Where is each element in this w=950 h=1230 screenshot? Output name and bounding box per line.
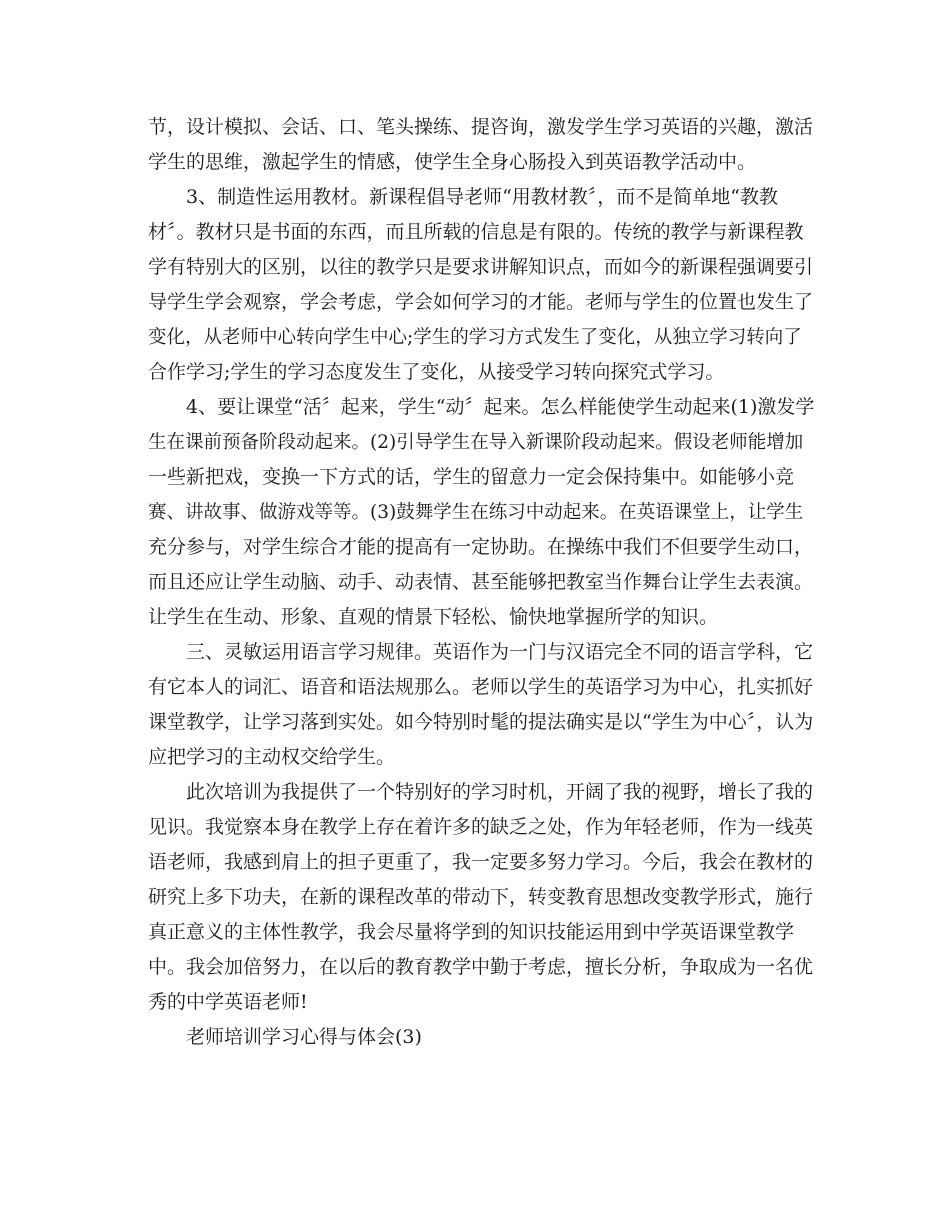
paragraph-line: 语老师，我感到肩上的担子更重了，我一定要多努力学习。今后，我会在教材的 bbox=[148, 851, 814, 873]
paragraph-line: 学生的思维，激起学生的情感，使学生全身心肠投入到英语教学活动中。 bbox=[148, 151, 757, 173]
paragraph-line: 生在课前预备阶段动起来。(2)引导学生在导入新课阶段动起来。假设老师能增加 bbox=[148, 432, 804, 453]
paragraph-line: 此次培训为我提供了一个特别好的学习时机，开阔了我的视野，增长了我的 bbox=[186, 781, 814, 803]
paragraph-line: 赛、讲故事、做游戏等等。(3)鼓舞学生在练习中动起来。在英语课堂上，让学生 bbox=[148, 502, 804, 523]
paragraph-line: 一些新把戏，变换一下方式的话，学生的留意力一定会保持集中。如能够小竞 bbox=[148, 466, 795, 488]
paragraph-line: 而且还应让学生动脑、动手、动表情、甚至能够把教室当作舞台让学生去表演。 bbox=[148, 571, 814, 593]
paragraph-line: 课堂教学，让学习落到实处。如今特别时髦的提法确实是以“学生为中心〞，认为 bbox=[148, 711, 814, 733]
paragraph-line: 导学生学会观察，学会考虑，学会如何学习的才能。老师与学生的位置也发生了 bbox=[148, 291, 814, 313]
paragraph-line: 充分参与，对学生综合才能的提高有一定协助。在操练中我们不但要学生动口， bbox=[148, 536, 814, 558]
paragraph-line: 研究上多下功夫，在新的课程改革的带动下，转变教育思想改变教学形式，施行 bbox=[148, 886, 814, 908]
paragraph-line: 真正意义的主体性教学，我会尽量将学到的知识技能运用到中学英语课堂教学 bbox=[148, 921, 795, 943]
paragraph-line: 4、要让课堂“活〞起来，学生“动〞起来。怎么样能使学生动起来(1)激发学 bbox=[186, 396, 815, 418]
section-heading: 老师培训学习心得与体会(3) bbox=[186, 1026, 422, 1048]
paragraph-line: 学有特别大的区别，以往的教学只是要求讲解知识点，而如今的新课程强调要引 bbox=[148, 256, 814, 278]
paragraph-line: 3、制造性运用教材。新课程倡导老师“用教材教〞，而不是简单地“教教 bbox=[186, 186, 779, 208]
paragraph-line: 中。我会加倍努力，在以后的教育教学中勤于考虑，擅长分析，争取成为一名优 bbox=[148, 956, 814, 978]
paragraph-line: 有它本人的词汇、语音和语法规那么。老师以学生的英语学习为中心，扎实抓好 bbox=[148, 676, 814, 698]
paragraph-line: 见识。我觉察本身在教学上存在着许多的缺乏之处，作为年轻老师，作为一线英 bbox=[148, 816, 814, 838]
paragraph-line: 节，设计模拟、会话、口、笔头操练、提咨询，激发学生学习英语的兴趣，激活 bbox=[148, 116, 814, 138]
paragraph-line: 秀的中学英语老师! bbox=[148, 991, 308, 1013]
paragraph-line: 合作学习;学生的学习态度发生了变化，从接受学习转向探究式学习。 bbox=[148, 361, 725, 383]
document-body bbox=[148, 110, 818, 1055]
paragraph-line: 变化，从老师中心转向学生中心;学生的学习方式发生了变化，从独立学习转向了 bbox=[148, 327, 802, 348]
paragraph-line: 应把学习的主动权交给学生。 bbox=[148, 746, 396, 768]
paragraph-line: 三、灵敏运用语言学习规律。英语作为一门与汉语完全不同的语言学科，它 bbox=[186, 641, 814, 663]
paragraph-line: 让学生在生动、形象、直观的情景下轻松、愉快地掌握所学的知识。 bbox=[148, 606, 719, 628]
paragraph-line: 材〞。教材只是书面的东西，而且所载的信息是有限的。传统的教学与新课程教 bbox=[148, 221, 804, 243]
